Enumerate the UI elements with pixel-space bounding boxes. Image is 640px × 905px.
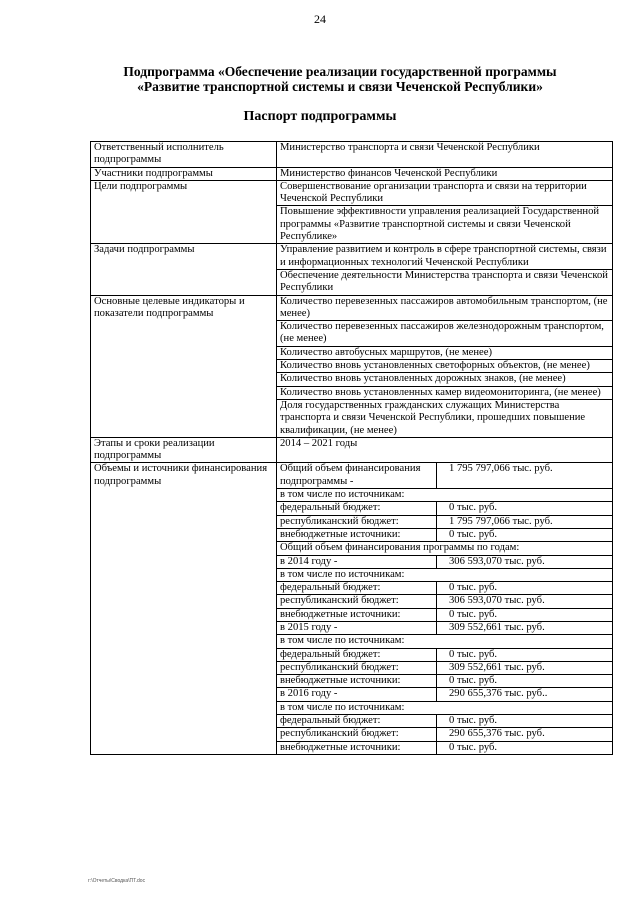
table-row <box>91 295 613 437</box>
indicators-label: Основные целевые индикаторы и показатели подпрограммы <box>91 295 277 437</box>
republic-value: 1 795 797,066 тыс. руб. <box>437 515 613 528</box>
year-total: 290 655,376 тыс. руб.. <box>437 688 613 701</box>
passport-table <box>90 141 613 755</box>
federal-label: федеральный бюджет: <box>277 502 437 515</box>
indicators-list <box>277 296 612 437</box>
indicator-item: Количество вновь установленных камер видеомониторинга, (не менее) <box>277 386 612 399</box>
task-item: Обеспечение деятельности Министерства транспорта и связи Чеченской Республики <box>280 269 608 294</box>
federal-value: 0 тыс. руб. <box>437 502 613 515</box>
indicator-item: Количество вновь установленных дорожных знаков, (не менее) <box>277 373 612 386</box>
republic-label: республиканский бюджет: <box>277 728 437 741</box>
federal-label: федеральный бюджет: <box>277 582 437 595</box>
participants-value: Министерство финансов Чеченской Республики <box>277 167 613 180</box>
funding-total-value: 1 795 797,066 тыс. руб. <box>437 463 613 488</box>
extra-value: 0 тыс. руб. <box>437 528 613 541</box>
extra-value: 0 тыс. руб. <box>449 741 498 753</box>
participants-label: Участники подпрограммы <box>91 167 277 180</box>
year-label: в 2015 году - <box>277 621 437 634</box>
sources-label: в том числе по источникам: <box>277 568 612 581</box>
federal-value: 0 тыс. руб. <box>437 582 613 595</box>
passport-title: Паспорт подпрограммы <box>243 109 397 124</box>
table-row <box>91 244 613 295</box>
document-title <box>60 64 620 94</box>
extra-label: внебюджетные источники: <box>277 741 437 754</box>
republic-value: 290 655,376 тыс. руб. <box>437 728 613 741</box>
extra-label: внебюджетные источники: <box>277 608 437 621</box>
republic-value: 309 552,661 тыс. руб. <box>437 661 613 674</box>
extra-label: внебюджетные источники: <box>277 528 437 541</box>
footer-path: г:\Отчеты\Сводка\ПТ.doc <box>88 878 146 884</box>
table-row <box>91 167 613 180</box>
by-years-label: Общий объем финансирования программы по годам: <box>277 542 612 555</box>
republic-label: республиканский бюджет: <box>277 595 437 608</box>
extra-value: 0 тыс. руб. <box>437 675 613 688</box>
federal-label: федеральный бюджет: <box>277 648 437 661</box>
table-row <box>91 142 613 168</box>
stages-value: 2014 – 2021 годы <box>277 437 613 463</box>
tasks-label: Задачи подпрограммы <box>91 244 277 295</box>
funding-label: Объемы и источники финансирования подпрограммы <box>91 463 277 755</box>
year-total: 309 552,661 тыс. руб. <box>437 621 613 634</box>
year-label: в 2016 году - <box>277 688 437 701</box>
goals-list <box>277 181 612 243</box>
year-label: в 2014 году - <box>277 555 437 568</box>
table-row <box>91 437 613 463</box>
republic-value: 306 593,070 тыс. руб. <box>437 595 613 608</box>
indicator-item: Доля государственных гражданских служащих Министерства транспорта и связи Чеченской Республики, прошедших повышение квалификации, (не менее) <box>280 399 586 436</box>
task-item: Управление развитием и контроль в сфере транспортной системы, связи и информационных технологий Чеченской Республики <box>277 244 612 269</box>
stages-label: Этапы и сроки реализации подпрограммы <box>91 437 277 463</box>
indicator-item: Количество перевезенных пассажиров автомобильным транспортом, (не менее) <box>277 296 612 321</box>
goal-item: Совершенствование организации транспорта и связи на территории Чеченской Республики <box>277 181 612 206</box>
funding-table <box>277 463 612 754</box>
indicator-item: Количество перевезенных пассажиров железнодорожным транспортом, (не менее) <box>277 321 612 347</box>
title-line-1: Подпрограмма «Обеспечение реализации государственной программы <box>123 64 557 79</box>
extra-label: внебюджетные источники: <box>277 675 437 688</box>
goals-label: Цели подпрограммы <box>91 180 277 243</box>
page-number: 24 <box>314 12 326 26</box>
extra-value: 0 тыс. руб. <box>437 608 613 621</box>
sources-label: в том числе по источникам: <box>277 635 612 648</box>
table-row <box>91 463 613 755</box>
sources-label: в том числе по источникам: <box>277 701 612 714</box>
tasks-list <box>277 244 612 294</box>
sources-label: в том числе по источникам: <box>277 489 612 502</box>
year-total: 306 593,070 тыс. руб. <box>437 555 613 568</box>
funding-total-label: Общий объем финансирования подпрограммы - <box>277 463 437 488</box>
executor-label: Ответственный исполнитель подпрограммы <box>91 142 277 168</box>
federal-label: федеральный бюджет: <box>277 715 437 728</box>
indicator-item: Количество автобусных маршрутов, (не менее) <box>277 346 612 359</box>
indicator-item: Количество вновь установленных светофорных объектов, (не менее) <box>277 360 612 373</box>
republic-label: республиканский бюджет: <box>277 661 437 674</box>
federal-value: 0 тыс. руб. <box>437 715 613 728</box>
title-line-2: «Развитие транспортной системы и связи Чеченской Республики» <box>137 79 543 94</box>
federal-value: 0 тыс. руб. <box>437 648 613 661</box>
table-row <box>91 180 613 243</box>
executor-value: Министерство транспорта и связи Чеченской Республики <box>277 142 613 168</box>
goal-item: Повышение эффективности управления реализацией Государственной программы «Развитие транспортной системы и связи Чеченской Республике» <box>280 206 600 243</box>
republic-label: республиканский бюджет: <box>277 515 437 528</box>
